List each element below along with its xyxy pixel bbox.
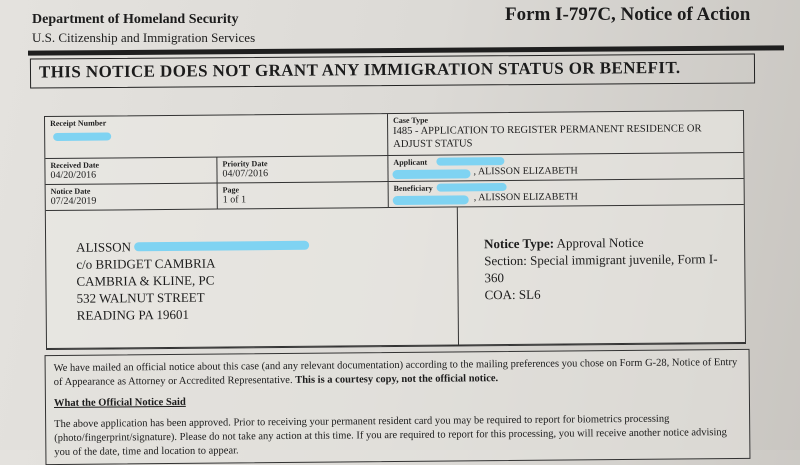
redaction-mark	[437, 183, 507, 192]
notice-date-value: 07/24/2019	[50, 195, 97, 208]
address-line-street: 532 WALNUT STREET	[76, 289, 205, 306]
notice-details	[458, 205, 745, 345]
section-value: Special immigrant juvenile, Form I-360	[484, 251, 718, 286]
courtesy-bold-text: This is a courtesy copy, not the official notice.	[295, 373, 499, 386]
beneficiary-value: , ALISSON ELIZABETH	[473, 191, 578, 204]
section-label: Section:	[484, 252, 527, 269]
case-type-value: I485 - APPLICATION TO REGISTER PERMANENT RESIDENCE OR ADJUST STATUS	[393, 123, 702, 151]
case-type-cell	[388, 111, 743, 156]
receipt-number-cell	[45, 114, 388, 159]
mailing-address	[46, 207, 459, 349]
redaction-mark	[53, 132, 111, 141]
applicant-value: , ALISSON ELIZABETH	[473, 165, 578, 178]
notice-coa	[484, 284, 736, 303]
beneficiary-cell	[389, 179, 744, 208]
received-date-value: 04/20/2016	[50, 169, 97, 182]
redaction-mark	[393, 195, 469, 205]
courtesy-paragraph	[54, 356, 741, 390]
address-line-firm: CAMBRIA & KLINE, PC	[76, 272, 215, 289]
approval-paragraph: The above application has been approved. Prior to receiving your permanent resident card you may be required to report for biometrics processing (photo/fingerprint/signature). Please do not take any action at this time. If you are required to report for this processing, you will receive another notice advising you of the date, time and location to appear.	[54, 413, 727, 458]
redaction-mark	[392, 169, 470, 179]
courtesy-text: We have mailed an official notice about this case (and any relevant documentation) according to the mailing preferences you chose on Form G-28, Notice of Entry of Appearance as Attorney or Accredited Representative.	[53, 357, 738, 388]
priority-date-value: 04/07/2016	[222, 168, 269, 180]
priority-date-cell	[217, 156, 388, 183]
priority-date-label: Priority Date	[222, 159, 268, 169]
received-date-label: Received Date	[50, 160, 100, 171]
address-line-city: READING PA 19601	[76, 306, 189, 323]
applicant-cell	[388, 153, 743, 182]
address-line-care-of: c/o BRIDGET CAMBRIA	[76, 255, 216, 272]
page-value: 1 of 1	[222, 194, 247, 206]
applicant-label: Applicant	[393, 157, 428, 168]
section-heading: What the Official Notice Said	[53, 396, 186, 409]
coa-value: SL6	[518, 286, 541, 302]
redaction-mark	[436, 157, 504, 166]
notice-type	[484, 233, 736, 252]
notice-type-label: Notice Type:	[484, 235, 555, 252]
case-type-label: Case Type	[393, 115, 429, 126]
received-date-cell	[45, 158, 217, 185]
page-cell	[218, 182, 389, 209]
notice-date-label: Notice Date	[50, 186, 91, 197]
notice-date-cell	[46, 184, 218, 211]
notice-section	[484, 250, 736, 286]
coa-label: COA:	[484, 286, 516, 303]
agency-name: U.S. Citizenship and Immigration Services	[32, 30, 256, 45]
case-info-table	[44, 110, 746, 350]
receipt-number-label: Receipt Number	[50, 118, 107, 129]
redaction-mark	[134, 241, 309, 252]
department-name: Department of Homeland Security	[32, 12, 239, 27]
disclaimer-banner: THIS NOTICE DOES NOT GRANT ANY IMMIGRATION STATUS OR BENEFIT.	[30, 53, 755, 88]
form-title: Form I-797C, Notice of Action	[505, 4, 751, 25]
notice-body	[45, 349, 751, 465]
address-line-name: ALISSON	[76, 239, 132, 255]
beneficiary-label: Beneficiary	[393, 183, 433, 194]
page-label: Page	[222, 185, 240, 195]
notice-type-value: Approval Notice	[556, 234, 644, 251]
